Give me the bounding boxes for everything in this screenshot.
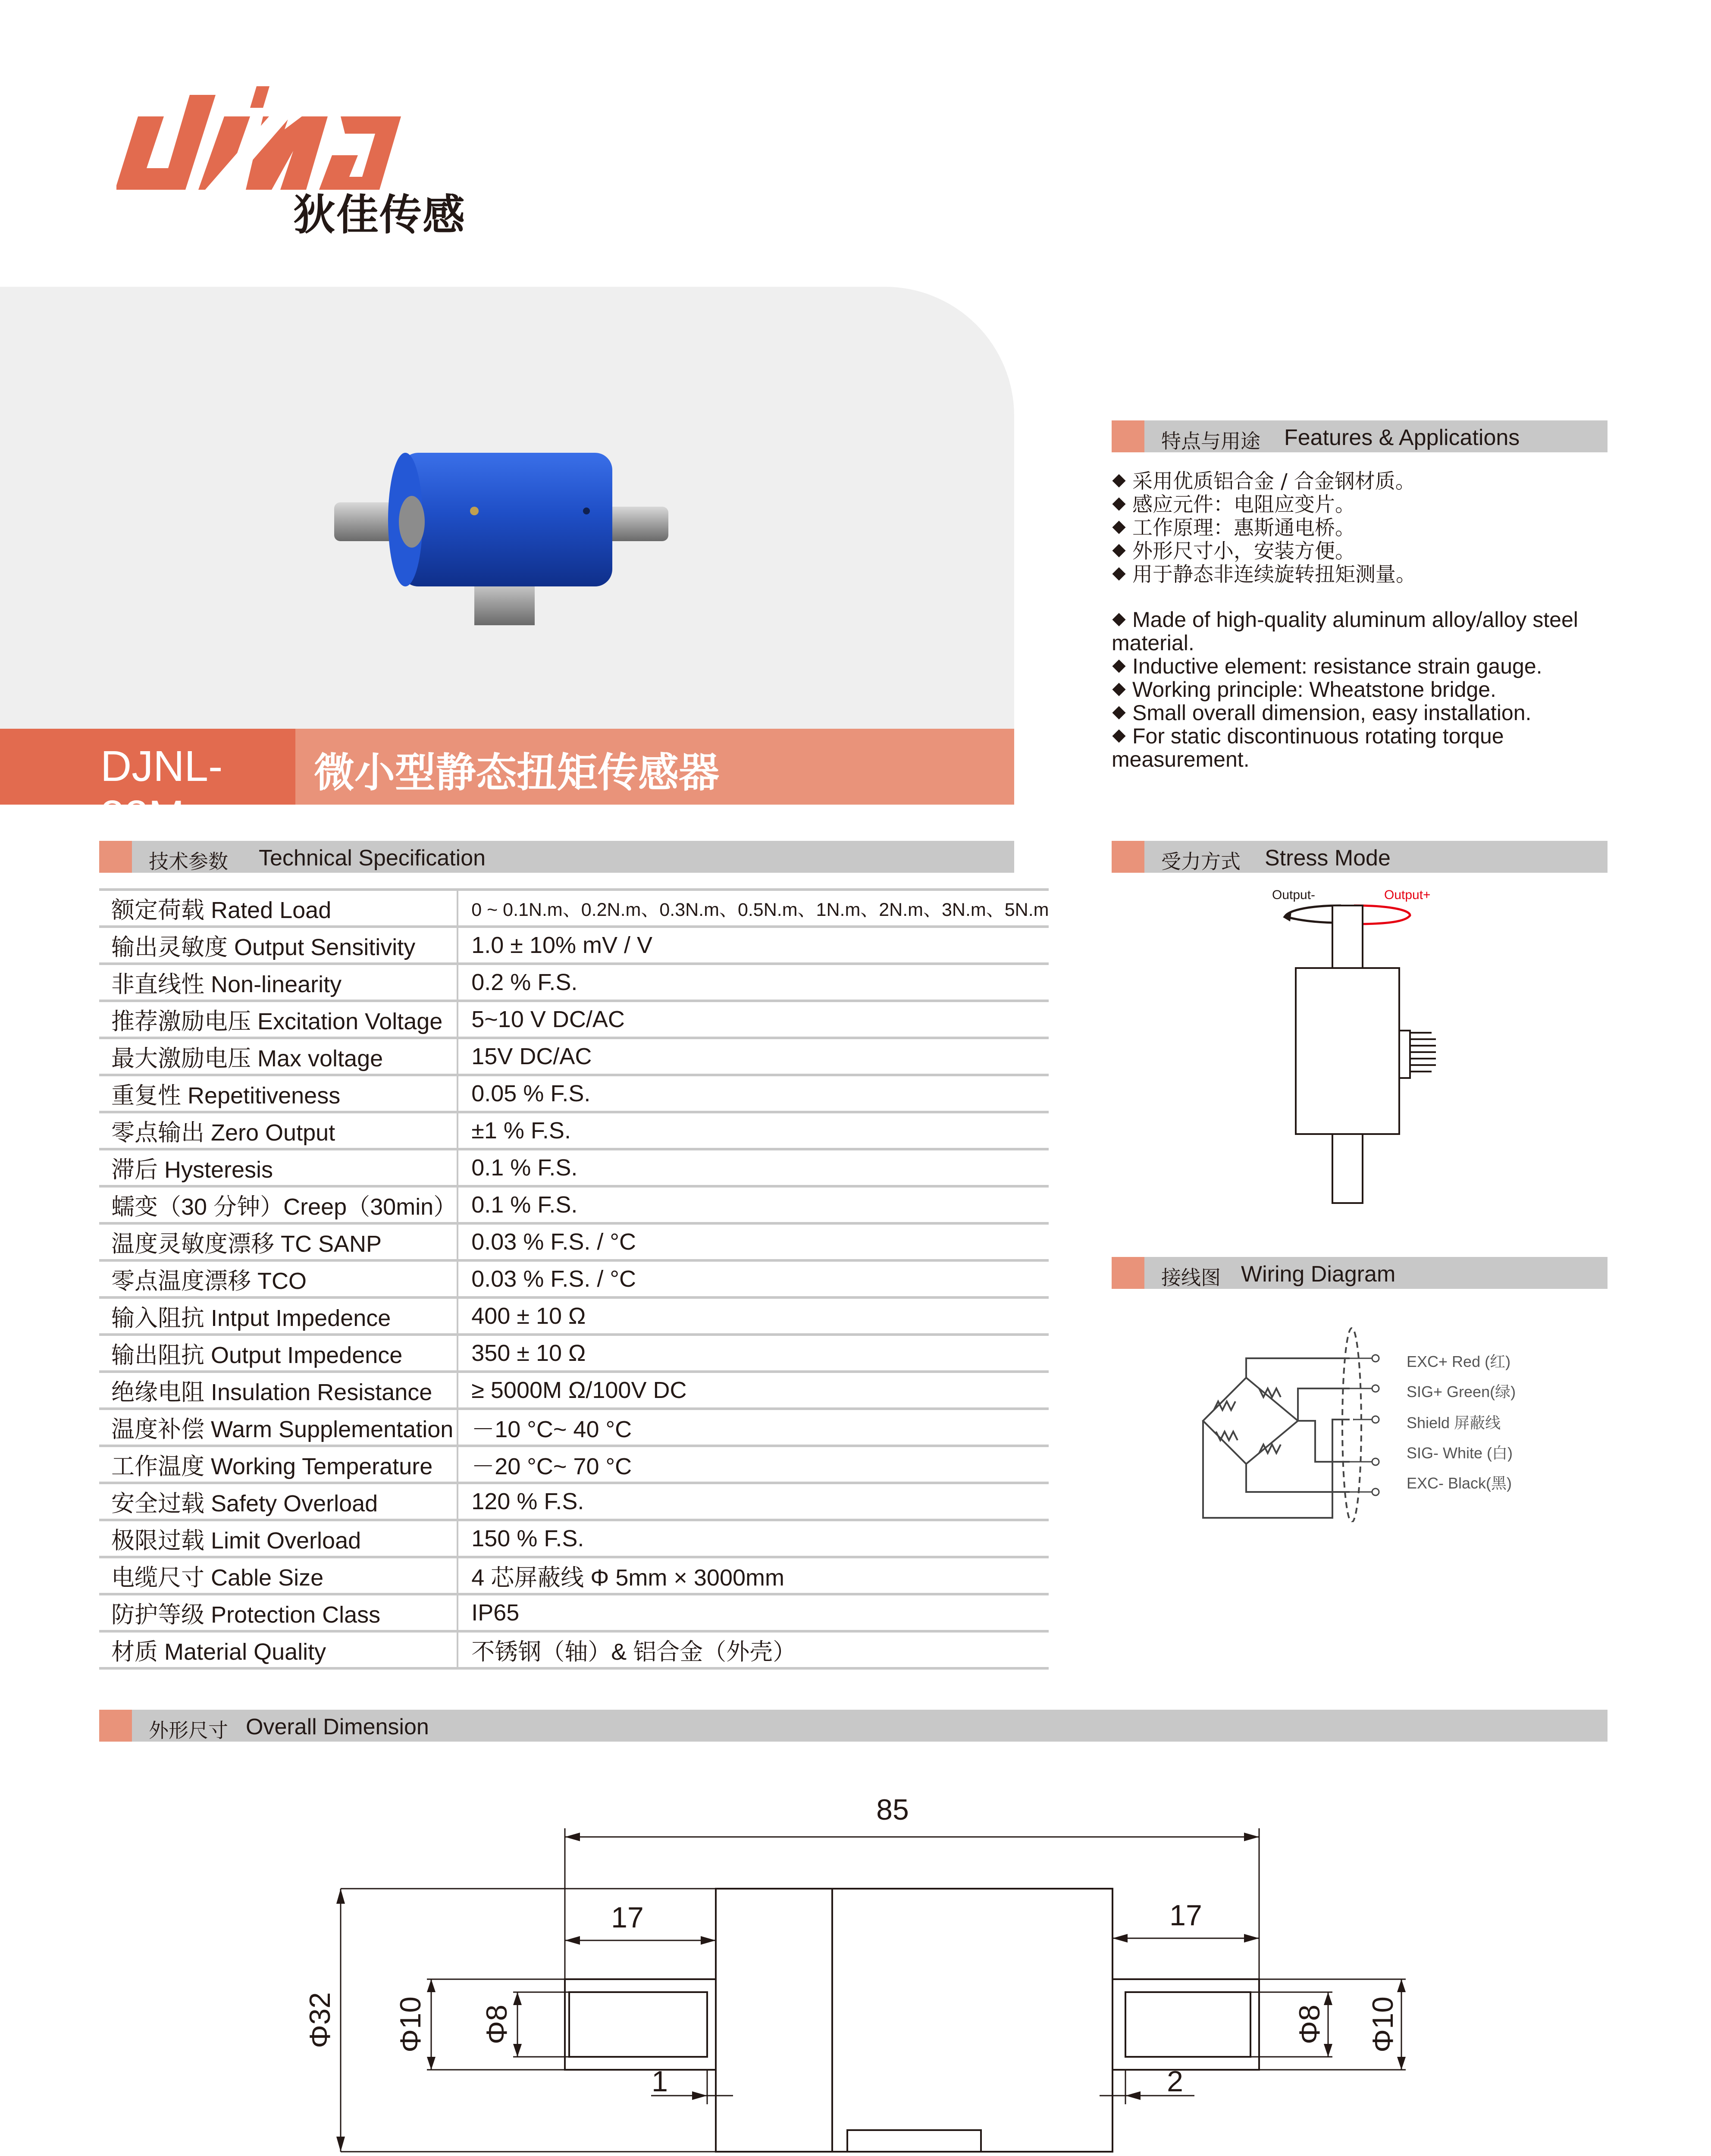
feature-cn-item: 外形尺寸小，安装方便。 xyxy=(1112,540,1608,563)
param-cell: 零点温度漂移 TCO xyxy=(99,1260,458,1297)
diamond-bullet-icon xyxy=(1112,729,1125,743)
output-plus-label: Output+ xyxy=(1384,888,1431,902)
table-row xyxy=(99,1223,1049,1260)
param-cell: 滞后 Hysteresis xyxy=(99,1149,458,1186)
value-cell: 15V DC/AC xyxy=(458,1038,1049,1075)
table-row xyxy=(99,1075,1049,1112)
param-cell: 重复性 Repetitiveness xyxy=(99,1075,458,1112)
table-row xyxy=(99,927,1049,964)
feature-cn-item: 采用优质铝合金 / 合金钢材质。 xyxy=(1112,470,1608,493)
dim-gap-left: 1 xyxy=(652,2065,668,2098)
value-cell: 1.0 ± 10% mV / V xyxy=(458,927,1049,964)
section-marker xyxy=(99,841,132,873)
feature-cn-item: 用于静态非连续旋转扭矩测量。 xyxy=(1112,563,1608,586)
stress-mode-diagram xyxy=(1250,886,1445,1214)
section-marker xyxy=(1112,1257,1144,1289)
wiring-header xyxy=(1112,1257,1608,1289)
diamond-bullet-icon xyxy=(1112,497,1125,511)
stress-header-en: Stress Mode xyxy=(1265,846,1391,871)
param-cell: 输出灵敏度 Output Sensitivity xyxy=(99,927,458,964)
value-cell: 0.05 % F.S. xyxy=(458,1075,1049,1112)
table-row xyxy=(99,1335,1049,1372)
feature-en-item: Small overall dimension, easy installation. xyxy=(1112,701,1608,724)
param-cell: 安全过载 Safety Overload xyxy=(99,1483,458,1520)
wire-label-exc-plus: EXC+ Red (红) xyxy=(1407,1353,1511,1370)
param-cell: 最大激励电压 Max voltage xyxy=(99,1038,458,1075)
param-cell: 防护等级 Protection Class xyxy=(99,1594,458,1631)
param-cell: 材质 Material Quality xyxy=(99,1631,458,1668)
dim-right-shaft: 17 xyxy=(1169,1899,1202,1932)
value-cell: ±1 % F.S. xyxy=(458,1112,1049,1149)
stress-header-cn: 受力方式 xyxy=(1161,850,1241,873)
table-row xyxy=(99,1372,1049,1409)
spec-header-cn: 技术参数 xyxy=(149,850,228,873)
table-row xyxy=(99,1297,1049,1335)
param-cell: 输出阻抗 Output Impedence xyxy=(99,1335,458,1372)
wheatstone-bridge-diagram xyxy=(1199,1324,1380,1522)
diamond-bullet-icon xyxy=(1112,613,1125,626)
cable-thread-icon xyxy=(1410,1033,1436,1072)
table-row xyxy=(99,1038,1049,1075)
wiring-header-en: Wiring Diagram xyxy=(1241,1262,1396,1287)
param-cell: 绝缘电阻 Insulation Resistance xyxy=(99,1372,458,1409)
dim-dia-shaft-left: Φ10 xyxy=(394,1996,427,2053)
param-cell: 非直线性 Non-linearity xyxy=(99,964,458,1001)
table-row xyxy=(99,1001,1049,1038)
param-cell: 额定荷载 Rated Load xyxy=(99,890,458,927)
section-marker xyxy=(99,1710,132,1742)
table-row xyxy=(99,1112,1049,1149)
param-cell: 温度灵敏度漂移 TC SANP xyxy=(99,1223,458,1260)
value-cell: 0.03 % F.S. / °C xyxy=(458,1223,1049,1260)
diamond-bullet-icon xyxy=(1112,474,1125,487)
section-marker xyxy=(1112,841,1144,873)
dim-gap-right: 2 xyxy=(1167,2065,1183,2098)
table-row xyxy=(99,1483,1049,1520)
thread-icon xyxy=(860,2152,968,2156)
wire-label-sig-plus: SIG+ Green(绿) xyxy=(1407,1383,1516,1401)
value-cell: 0 ~ 0.1N.m、0.2N.m、0.3N.m、0.5N.m、1N.m、2N.m、3N.m、5N.m xyxy=(458,890,1049,927)
dimension-header-cn: 外形尺寸 xyxy=(149,1719,228,1742)
feature-cn-item: 工作原理：惠斯通电桥。 xyxy=(1112,517,1608,540)
value-cell: 4 芯屏蔽线 Φ 5mm × 3000mm xyxy=(458,1557,1049,1594)
features-header xyxy=(1112,420,1608,452)
diamond-bullet-icon xyxy=(1112,567,1125,580)
section-marker xyxy=(1112,420,1144,452)
value-cell: 150 % F.S. xyxy=(458,1520,1049,1557)
value-cell: 0.2 % F.S. xyxy=(458,964,1049,1001)
dimension-header-en: Overall Dimension xyxy=(246,1714,429,1739)
model-number: DJNL-32M xyxy=(100,742,223,840)
diamond-bullet-icon xyxy=(1112,683,1125,696)
table-row xyxy=(99,1631,1049,1668)
param-cell: 电缆尺寸 Cable Size xyxy=(99,1557,458,1594)
dim-left-shaft: 17 xyxy=(611,1901,644,1934)
param-cell: 温度补偿 Warm Supplementation xyxy=(99,1409,458,1446)
table-row xyxy=(99,964,1049,1001)
dim-dia-inner-left: Φ8 xyxy=(480,2004,513,2045)
diamond-bullet-icon xyxy=(1112,544,1125,557)
feature-en-item: Working principle: Wheatstone bridge. xyxy=(1112,678,1608,701)
value-cell: 5~10 V DC/AC xyxy=(458,1001,1049,1038)
diamond-bullet-icon xyxy=(1112,659,1125,673)
dimension-header xyxy=(99,1710,1608,1742)
value-cell: 不锈钢（轴）& 铝合金（外壳） xyxy=(458,1631,1049,1668)
stress-header xyxy=(1112,841,1608,873)
product-photo xyxy=(323,431,690,630)
feature-cn-item: 感应元件：电阻应变片。 xyxy=(1112,493,1608,517)
wire-label-sig-minus: SIG- White (白) xyxy=(1407,1444,1513,1462)
wire-label-shield: Shield 屏蔽线 xyxy=(1407,1414,1501,1432)
table-row xyxy=(99,1260,1049,1297)
feature-en-item: Made of high-quality aluminum alloy/alloy steel material. xyxy=(1112,608,1578,655)
dim-dia-body: Φ32 xyxy=(304,1992,336,2048)
wiring-header-cn: 接线图 xyxy=(1161,1266,1221,1289)
table-row xyxy=(99,1594,1049,1631)
table-row xyxy=(99,1446,1049,1483)
product-name-cn: 微小型静态扭矩传感器 xyxy=(314,749,720,796)
value-cell: 0.03 % F.S. / °C xyxy=(458,1260,1049,1297)
feature-en-item: Inductive element: resistance strain gauge. xyxy=(1112,655,1608,678)
table-row xyxy=(99,1557,1049,1594)
spec-table xyxy=(99,888,1049,1670)
param-cell: 推荐激励电压 Excitation Voltage xyxy=(99,1001,458,1038)
wire-label-exc-minus: EXC- Black(黑) xyxy=(1407,1474,1512,1492)
value-cell: 0.1 % F.S. xyxy=(458,1186,1049,1223)
param-cell: 输入阻抗 Intput Impedence xyxy=(99,1297,458,1335)
features-header-en: Features & Applications xyxy=(1284,425,1520,450)
table-row xyxy=(99,1409,1049,1446)
diamond-bullet-icon xyxy=(1112,520,1125,534)
param-cell: 零点输出 Zero Output xyxy=(99,1112,458,1149)
value-cell: 120 % F.S. xyxy=(458,1483,1049,1520)
features-header-cn: 特点与用途 xyxy=(1161,429,1260,453)
dimension-drawing xyxy=(280,1772,1445,2156)
table-row xyxy=(99,1520,1049,1557)
param-cell: 蠕变（30 分钟）Creep（30min） xyxy=(99,1186,458,1223)
spec-header-en: Technical Specification xyxy=(259,846,486,871)
dim-dia-inner-right: Φ8 xyxy=(1293,2004,1326,2045)
table-row xyxy=(99,1149,1049,1186)
table-row xyxy=(99,1186,1049,1223)
value-cell: IP65 xyxy=(458,1594,1049,1631)
output-minus-label: Output- xyxy=(1272,888,1316,902)
dim-total: 85 xyxy=(876,1793,909,1826)
value-cell: －10 °C~ 40 °C xyxy=(458,1409,1049,1446)
features-en-block xyxy=(1112,608,1608,771)
value-cell: 0.1 % F.S. xyxy=(458,1149,1049,1186)
value-cell: 400 ± 10 Ω xyxy=(458,1297,1049,1335)
param-cell: 极限过载 Limit Overload xyxy=(99,1520,458,1557)
dim-dia-shaft-right: Φ10 xyxy=(1366,1996,1399,2053)
brand-name-cn: 狄佳传感 xyxy=(293,191,466,240)
param-cell: 工作温度 Working Temperature xyxy=(99,1446,458,1483)
value-cell: －20 °C~ 70 °C xyxy=(458,1446,1049,1483)
model-badge xyxy=(0,729,295,840)
value-cell: 350 ± 10 Ω xyxy=(458,1335,1049,1372)
value-cell: ≥ 5000M Ω/100V DC xyxy=(458,1372,1049,1409)
spec-header xyxy=(99,841,1014,873)
feature-en-item: For static discontinuous rotating torque measurement. xyxy=(1112,724,1504,771)
table-row xyxy=(99,890,1049,927)
features-list xyxy=(1112,470,1608,771)
diamond-bullet-icon xyxy=(1112,706,1125,719)
